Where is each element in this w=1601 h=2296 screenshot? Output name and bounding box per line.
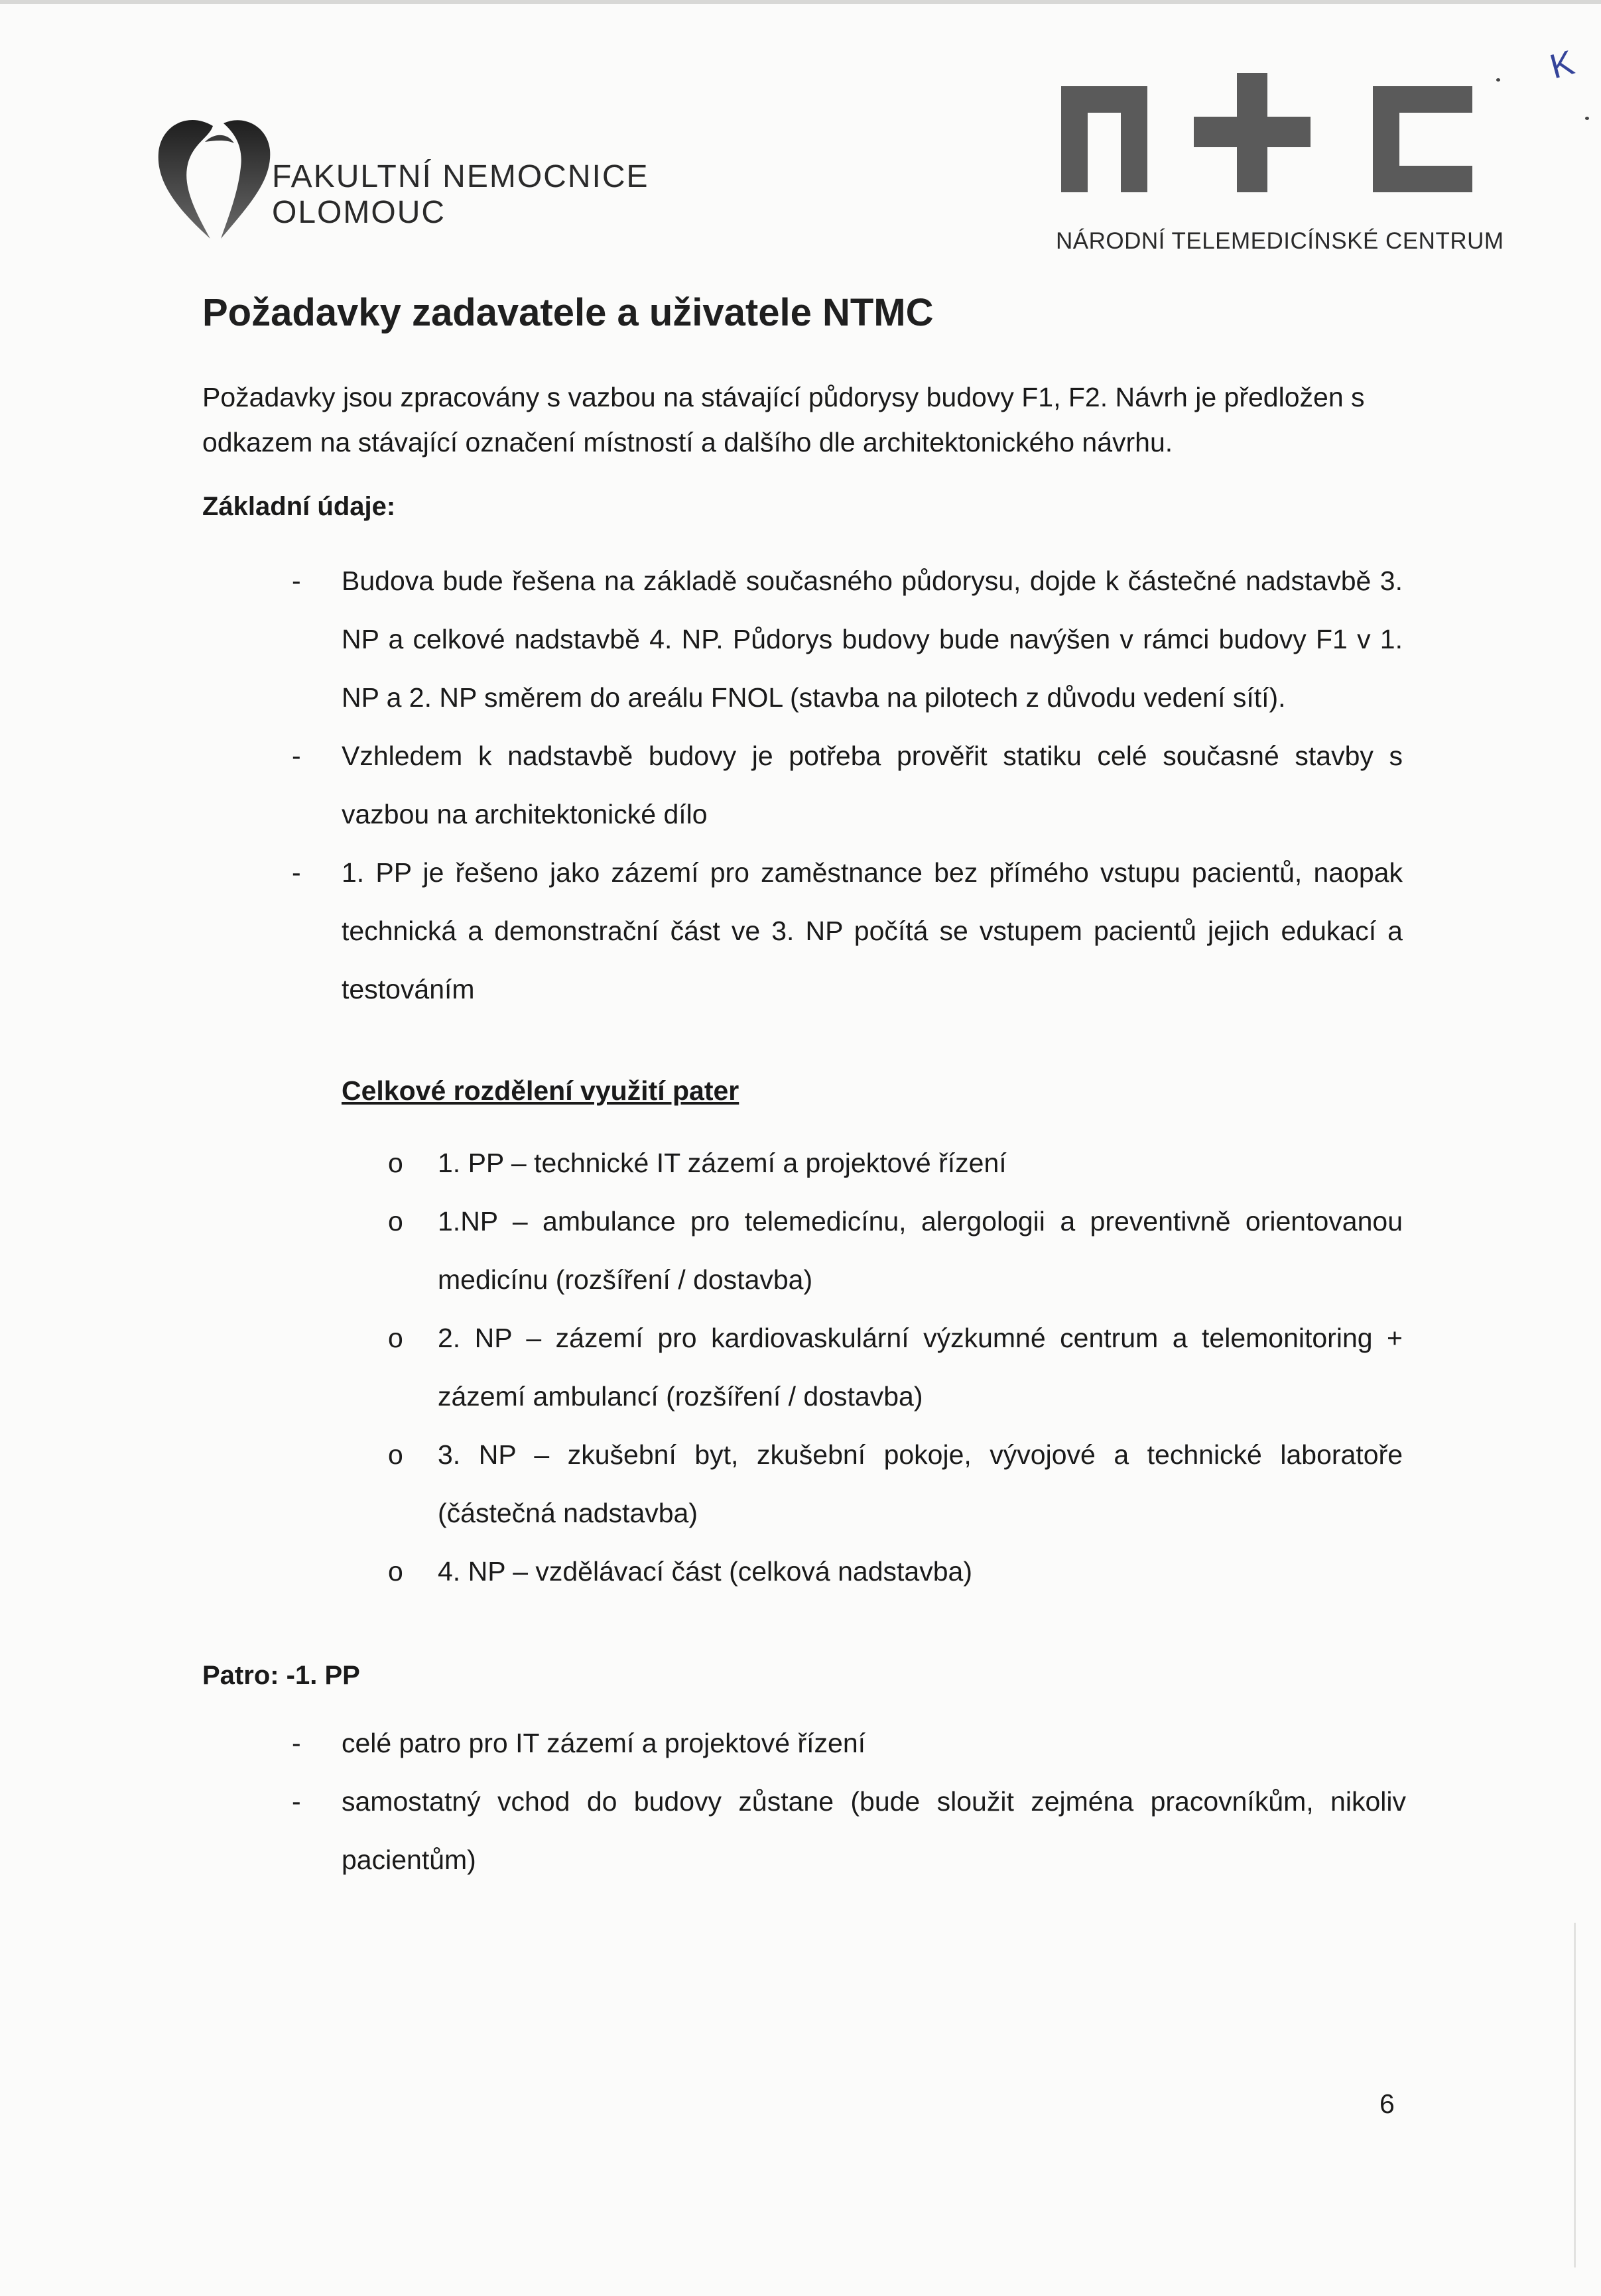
list-item xyxy=(292,1714,1406,1772)
list-item-text: samostatný vchod do budovy zůstane (bude sloužit zejména pracovníkům, nikoliv pacientům) xyxy=(342,1786,1406,1875)
list-item xyxy=(388,1309,1403,1425)
ntc-logo xyxy=(1061,73,1472,192)
scan-speck xyxy=(1496,78,1500,82)
pen-mark: K xyxy=(1546,43,1578,87)
intro-paragraph: Požadavky jsou zpracovány s vazbou na stávající půdorysy budovy F1, F2. Návrh je předložen s odkazem na stávající označení místností a dalšího dle architektonického návrhu. xyxy=(202,382,1365,457)
dash-marker: - xyxy=(292,566,301,596)
list-item xyxy=(388,1542,1403,1601)
list-item-text: 2. NP – zázemí pro kardiovaskulární výzkumné centrum a telemonitoring + zázemí ambulancí (rozšíření / dostavba) xyxy=(438,1323,1403,1412)
list-item-text: 1. PP je řešeno jako zázemí pro zaměstnance bez přímého vstupu pacientů, naopak technická a demonstrační část ve 3. NP počítá se vstupem pacientů jejich edukací a testováním xyxy=(342,857,1403,1004)
basic-info-list xyxy=(292,552,1403,1018)
list-item-text: 1. PP – technické IT zázemí a projektové řízení xyxy=(438,1148,1007,1178)
floor-usage-list xyxy=(388,1134,1403,1601)
scan-edge-top xyxy=(0,0,1601,4)
fno-name xyxy=(272,159,649,231)
floor-pp-heading: Patro: -1. PP xyxy=(202,1661,360,1690)
list-item xyxy=(388,1134,1403,1192)
list-item-text: 3. NP – zkušební byt, zkušební pokoje, vývojové a technické laboratoře (částečná nadstavba) xyxy=(438,1439,1403,1528)
circle-marker: o xyxy=(388,1556,403,1587)
document-title: Požadavky zadavatele a uživatele NTMC xyxy=(202,291,934,334)
list-item xyxy=(388,1425,1403,1542)
list-item-text: Budova bude řešena na základě současného půdorysu, dojde k částečné nadstavbě 3. NP a celkové nadstavbě 4. NP. Půdorys budovy bude navýšen v rámci budovy F1 v 1. NP a 2. NP směrem do areálu FNOL (stavba na pilotech z důvodu vedení sítí). xyxy=(342,566,1403,713)
fno-name-line1: FAKULTNÍ NEMOCNICE xyxy=(272,159,649,194)
list-item-text: 4. NP – vzdělávací část (celková nadstavba) xyxy=(438,1556,972,1587)
circle-marker: o xyxy=(388,1439,403,1470)
dash-marker: - xyxy=(292,741,301,771)
circle-marker: o xyxy=(388,1148,403,1178)
scan-speck xyxy=(1585,117,1589,120)
list-item-text: 1.NP – ambulance pro telemedicínu, alergologii a preventivně orientovanou medicínu (rozšíření / dostavba) xyxy=(438,1206,1403,1295)
circle-marker: o xyxy=(388,1323,403,1353)
dash-marker: - xyxy=(292,1786,301,1817)
heart-logo-icon xyxy=(149,106,282,245)
dash-marker: - xyxy=(292,857,301,888)
list-item xyxy=(292,843,1403,1018)
list-item-text: Vzhledem k nadstavbě budovy je potřeba prověřit statiku celé současné stavby s vazbou na architektonické dílo xyxy=(342,741,1403,829)
circle-marker: o xyxy=(388,1206,403,1237)
floor-usage-heading: Celkové rozdělení využití pater xyxy=(342,1075,739,1106)
list-item-text: celé patro pro IT zázemí a projektové řízení xyxy=(342,1728,866,1758)
ntc-name: NÁRODNÍ TELEMEDICÍNSKÉ CENTRUM xyxy=(1056,228,1504,254)
page-number: 6 xyxy=(1379,2088,1395,2119)
dash-marker: - xyxy=(292,1728,301,1758)
floor-pp-list xyxy=(292,1714,1406,1889)
list-item xyxy=(292,552,1403,727)
fno-name-line2: OLOMOUC xyxy=(272,195,446,230)
list-item xyxy=(292,1772,1406,1889)
list-item xyxy=(292,727,1403,843)
scan-edge-right xyxy=(1574,1923,1576,2267)
basic-info-heading: Základní údaje: xyxy=(202,492,396,521)
list-item xyxy=(388,1192,1403,1309)
